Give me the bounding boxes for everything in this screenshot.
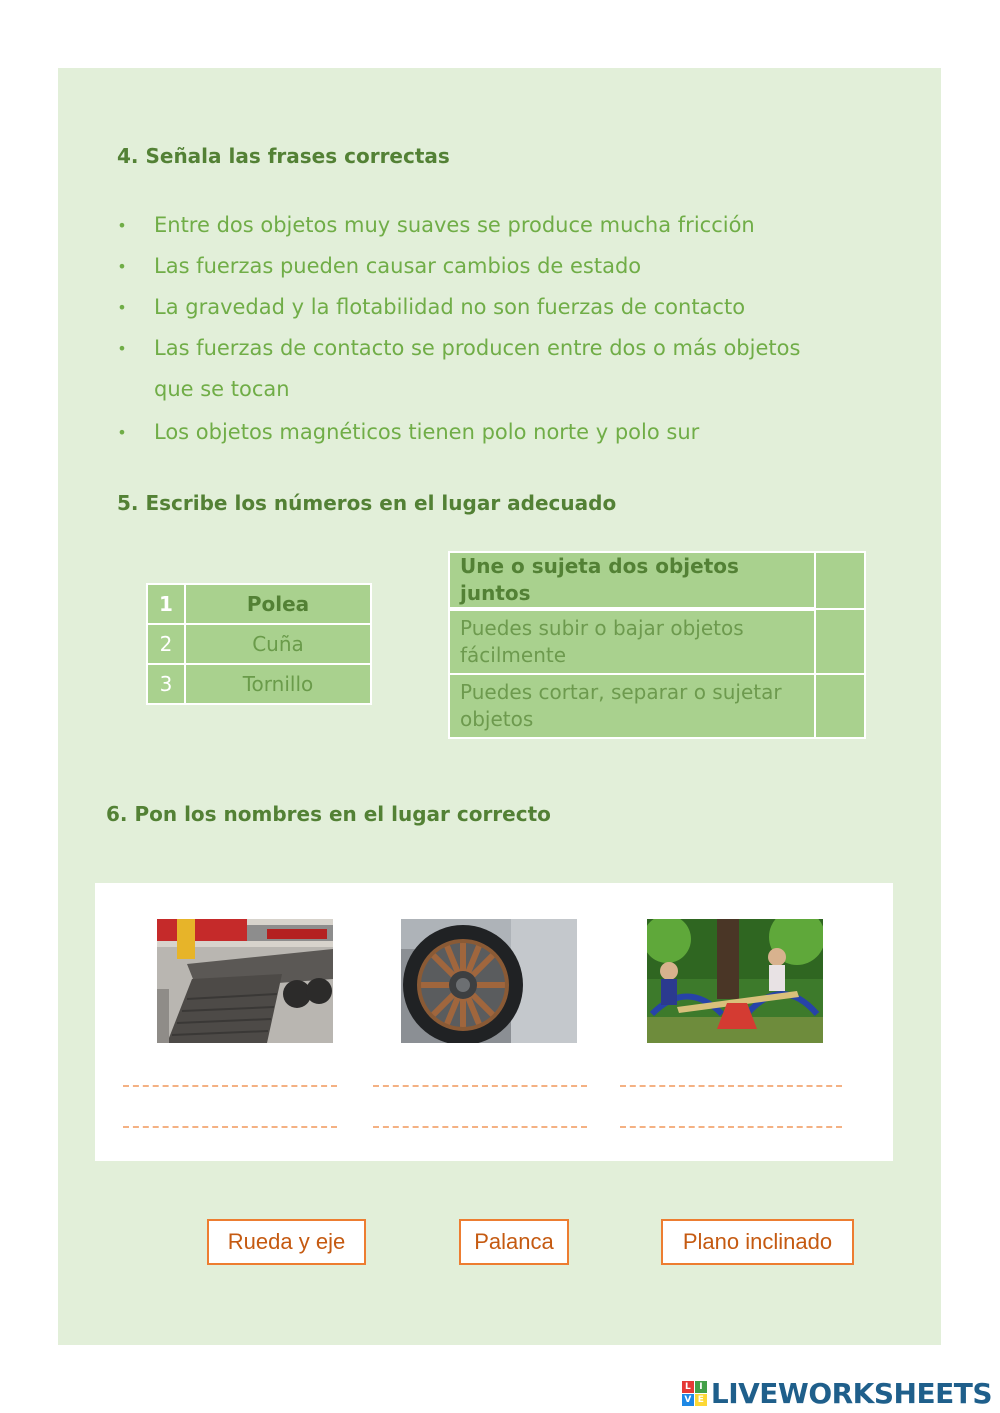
bullet-icon: • bbox=[117, 423, 127, 442]
machine-number: 2 bbox=[147, 624, 185, 664]
definition-text: Puedes cortar, separar o sujetar objetos bbox=[449, 674, 815, 738]
section-5-title: 5. Escribe los números en el lugar adecuado bbox=[117, 491, 617, 515]
answer-line[interactable] bbox=[620, 1126, 842, 1128]
machine-name: Tornillo bbox=[185, 664, 371, 704]
table-row bbox=[147, 584, 371, 624]
table-row bbox=[147, 624, 371, 664]
liveworksheets-brand[interactable] bbox=[682, 1376, 992, 1410]
answer-line[interactable] bbox=[620, 1085, 842, 1087]
statement-item[interactable]: • La gravedad y la flotabilidad no son fuerzas de contacto bbox=[115, 287, 875, 328]
word-palanca[interactable]: Palanca bbox=[459, 1219, 569, 1265]
definitions-table bbox=[448, 551, 866, 739]
definition-text: Puedes subir o bajar objetos fácilmente bbox=[449, 609, 815, 674]
bullet-icon: • bbox=[117, 257, 127, 276]
statement-item[interactable]: • Entre dos objetos muy suaves se produce mucha fricción bbox=[115, 205, 875, 246]
machine-name: Polea bbox=[185, 584, 371, 624]
table-row bbox=[449, 552, 865, 609]
truck-ramp-photo bbox=[157, 919, 333, 1043]
answer-line[interactable] bbox=[123, 1085, 337, 1087]
answer-line[interactable] bbox=[123, 1126, 337, 1128]
statement-item[interactable]: • Los objetos magnéticos tienen polo norte y polo sur bbox=[115, 412, 875, 453]
statement-item[interactable]: • Las fuerzas pueden causar cambios de estado bbox=[115, 246, 875, 287]
machine-name: Cuña bbox=[185, 624, 371, 664]
table-row bbox=[449, 609, 865, 674]
images-panel bbox=[95, 883, 893, 1161]
machine-number: 3 bbox=[147, 664, 185, 704]
definition-text: Une o sujeta dos objetos juntos bbox=[449, 552, 815, 609]
table-row bbox=[449, 674, 865, 738]
seesaw-children-photo bbox=[647, 919, 823, 1043]
bullet-icon: • bbox=[117, 339, 127, 358]
wooden-wheel-photo bbox=[401, 919, 577, 1043]
liveworksheets-logo-icon: L I V E bbox=[682, 1381, 707, 1406]
brand-name: LIVEWORKSHEETS bbox=[710, 1376, 992, 1410]
answer-box[interactable] bbox=[815, 674, 865, 738]
answer-line[interactable] bbox=[373, 1126, 587, 1128]
answer-box[interactable] bbox=[815, 552, 865, 609]
machines-table bbox=[146, 583, 372, 705]
section-4-title: 4. Señala las frases correctas bbox=[117, 144, 450, 168]
statement-continuation[interactable]: que se tocan bbox=[154, 377, 290, 401]
answer-line[interactable] bbox=[373, 1085, 587, 1087]
section-6-title: 6. Pon los nombres en el lugar correcto bbox=[106, 802, 551, 826]
statement-item[interactable]: • Las fuerzas de contacto se producen entre dos o más objetos bbox=[115, 328, 875, 369]
word-rueda-y-eje[interactable]: Rueda y eje bbox=[207, 1219, 366, 1265]
word-plano-inclinado[interactable]: Plano inclinado bbox=[661, 1219, 854, 1265]
machine-number: 1 bbox=[147, 584, 185, 624]
bullet-icon: • bbox=[117, 216, 127, 235]
bullet-icon: • bbox=[117, 298, 127, 317]
statements-list bbox=[115, 205, 875, 453]
table-row bbox=[147, 664, 371, 704]
answer-box[interactable] bbox=[815, 609, 865, 674]
